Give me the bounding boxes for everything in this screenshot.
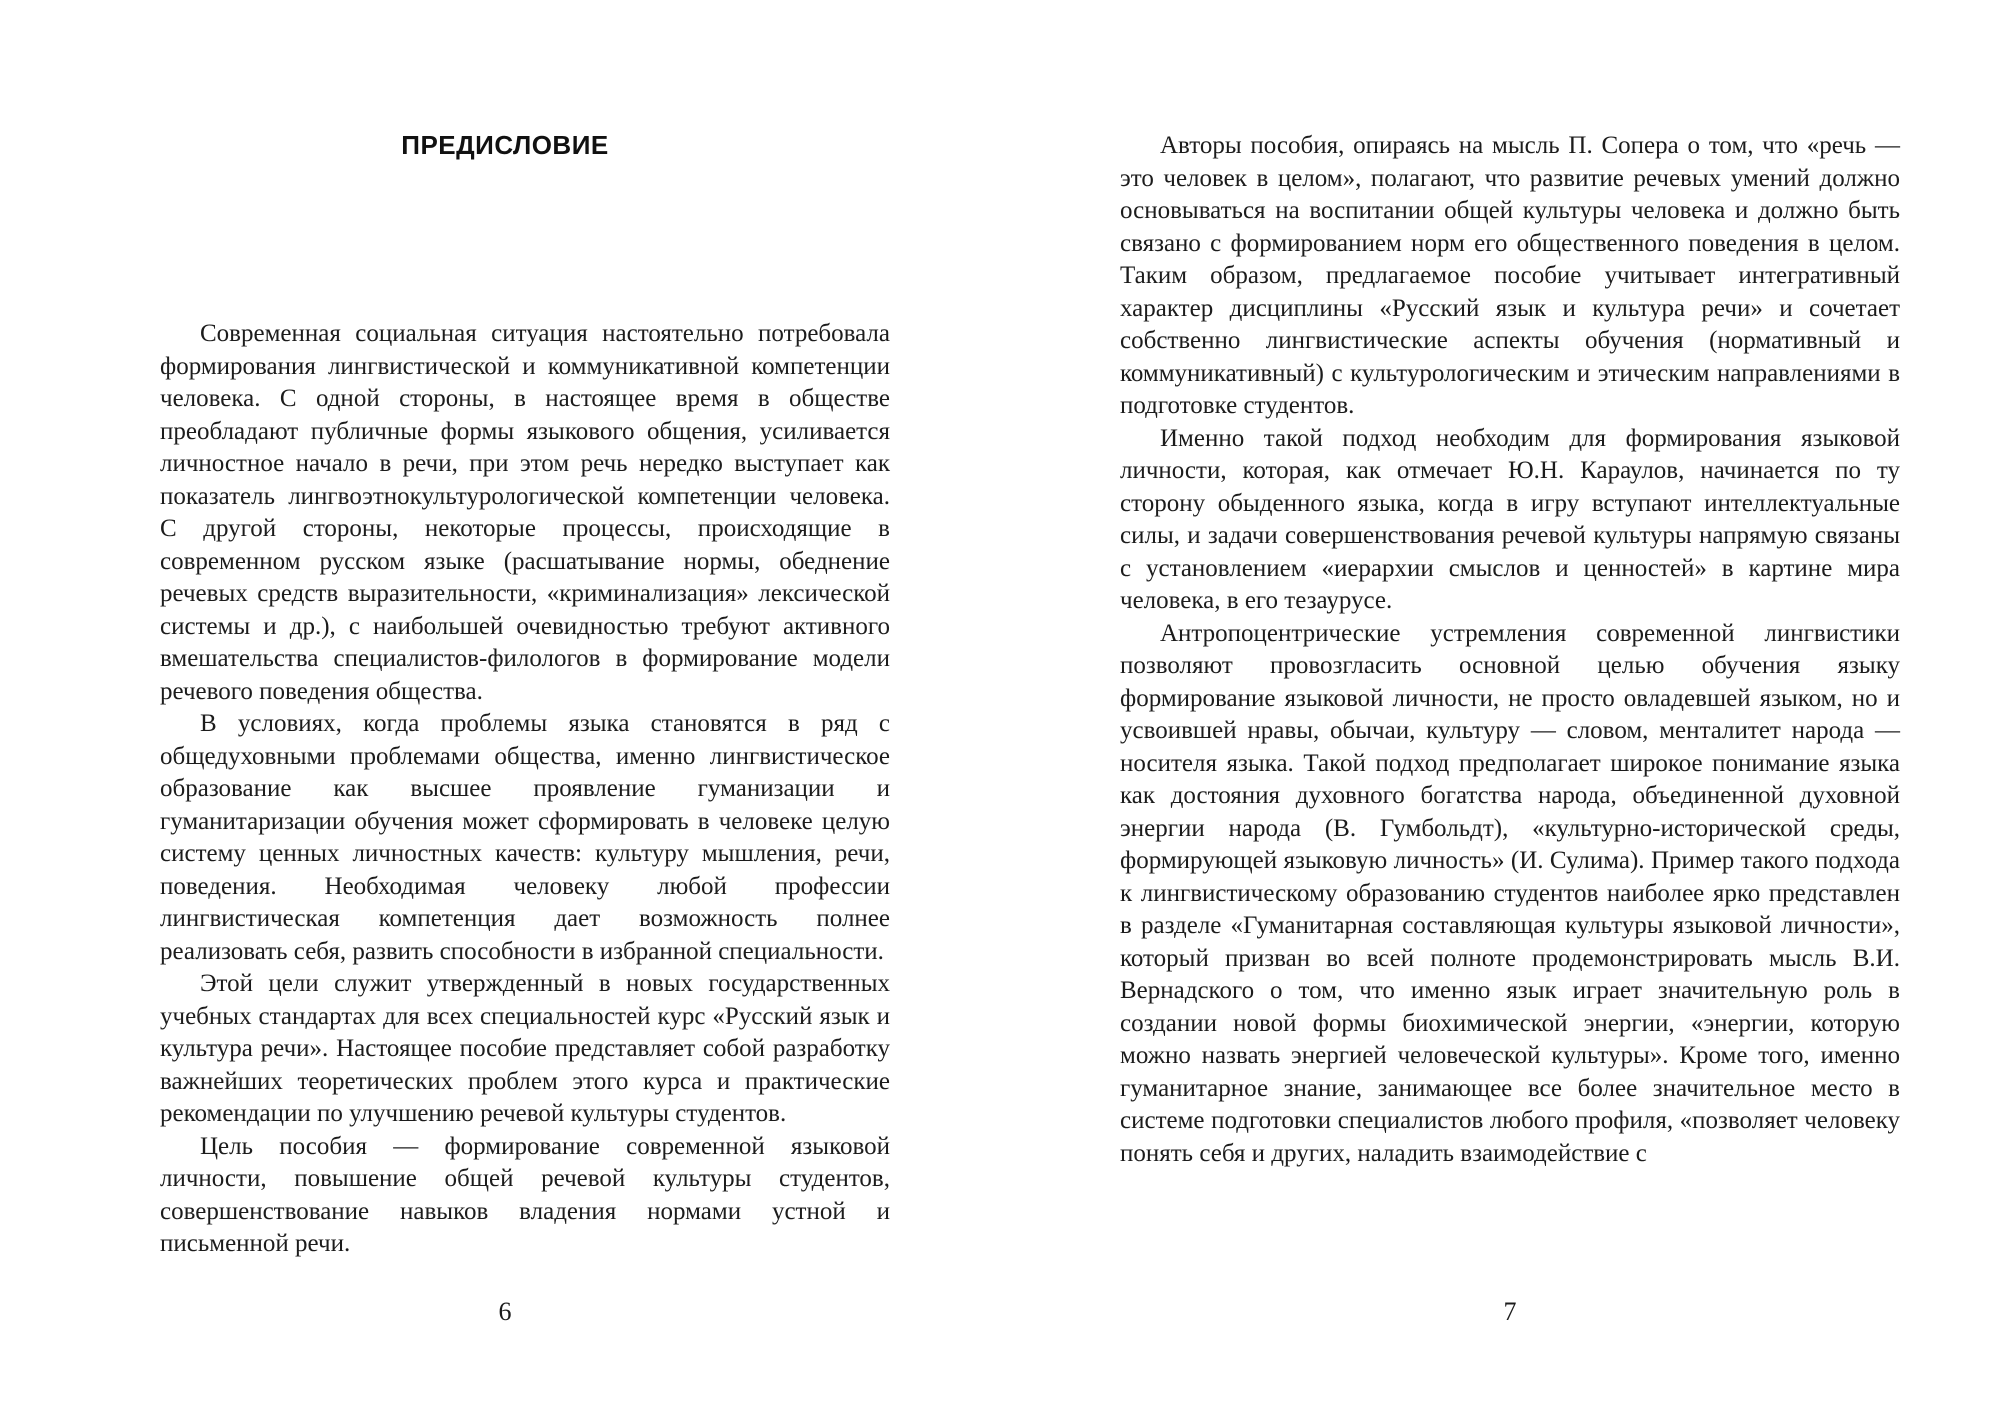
- left-page-text: [160, 318, 890, 1261]
- paragraph: Именно такой подход необходим для формирования языковой личности, которая, как отмечает Ю.Н. Караулов, начинается по ту сторону обыденного языка, когда в игру вступают интеллектуальные силы, и задачи совершенствования речевой культуры напрямую связаны с установлением «иерархии смыслов и ценностей» в картине мира человека, в его тезаурусе.: [1120, 424, 1900, 614]
- page-title: ПРЕДИСЛОВИЕ: [401, 130, 609, 160]
- paragraph: Авторы пособия, опираясь на мысль П. Сопера о том, что «речь — это человек в целом», полагают, что развитие речевых умений должно основываться на воспитании общей культуры человека и должно быть связано с формированием норм его общественного поведения в целом. Таким образом, предлагаемое пособие учитывает интегративный характер дисциплины «Русский язык и культура речи» и сочетает собственно лингвистические аспекты обучения (нормативный и коммуникативный) с культурологическим и этическим направлениями в подготовке студентов.: [1120, 132, 1900, 419]
- page-number-left: 6: [498, 1297, 512, 1326]
- paragraph: Цель пособия — формирование современной языковой личности, повышение общей речевой культуры студентов, совершенствование навыков владения нормами устной и письменной речи.: [160, 1132, 890, 1257]
- right-page-text: [1120, 130, 1900, 1170]
- paragraph: Антропоцентрические устремления современной лингвистики позволяют провозгласить основной целью обучения языку формирование языковой личности, не просто овладевшей языком, но и усвоившей нравы, обычаи, культуру — словом, менталитет народа — носителя языка. Такой подход предполагает широкое понимание языка как достояния духовного богатства народа, объединенной духовной энергии народа (В. Гумбольдт), «культурно-исторической среды, формирующей языковую личность» (И. Сулима). Пример такого подхода к лингвистическому образованию студентов наиболее ярко представлен в разделе «Гуманитарная составляющая культуры языковой личности», который призван во всей полноте продемонстрировать мысль В.И. Вернадского о том, что именно язык играет значительную роль в создании новой формы биохимической энергии, «энергии, которую можно назвать энергией человеческой культуры». Кроме того, именно гуманитарное знание, занимающее все более значительное место в системе подготовки специалистов любого профиля, «позволяет человеку понять себя и других, наладить взаимодействие с: [1120, 619, 1900, 1167]
- paragraph: Этой цели служит утвержденный в новых государственных учебных стандартах для всех специальностей курс «Русский язык и культура речи». Настоящее пособие представляет собой разработку важнейших теоретических проблем этого курса и практические рекомендации по улучшению речевой культуры студентов.: [160, 970, 890, 1127]
- paragraph: В условиях, когда проблемы языка становятся в ряд с общедуховными проблемами общества, именно лингвистическое образование как высшее проявление гуманизации и гуманитаризации обучения может сформировать в человеке целую систему ценных личностных качеств: культуру мышления, речи, поведения. Необходимая человеку любой профессии лингвистическая компетенция дает возможность полнее реализовать себя, развить способности в избранной специальности.: [160, 710, 890, 965]
- paragraph: Современная социальная ситуация настоятельно потребовала формирования лингвистической и коммуникативной компетенции человека. С одной стороны, в настоящее время в обществе преобладают публичные формы языкового общения, усиливается личностное начало в речи, при этом речь нередко выступает как показатель лингвоэтнокультурологической компетенции человека. С другой стороны, некоторые процессы, происходящие в современном русском языке (расшатывание нормы, обеднение речевых средств выразительности, «криминализация» лексической системы и др.), с наибольшей очевидностью требуют активного вмешательства специалистов-филологов в формирование модели речевого поведения общества.: [160, 320, 890, 705]
- page-number-right: 7: [1503, 1297, 1517, 1326]
- right-page: [1000, 0, 2000, 1419]
